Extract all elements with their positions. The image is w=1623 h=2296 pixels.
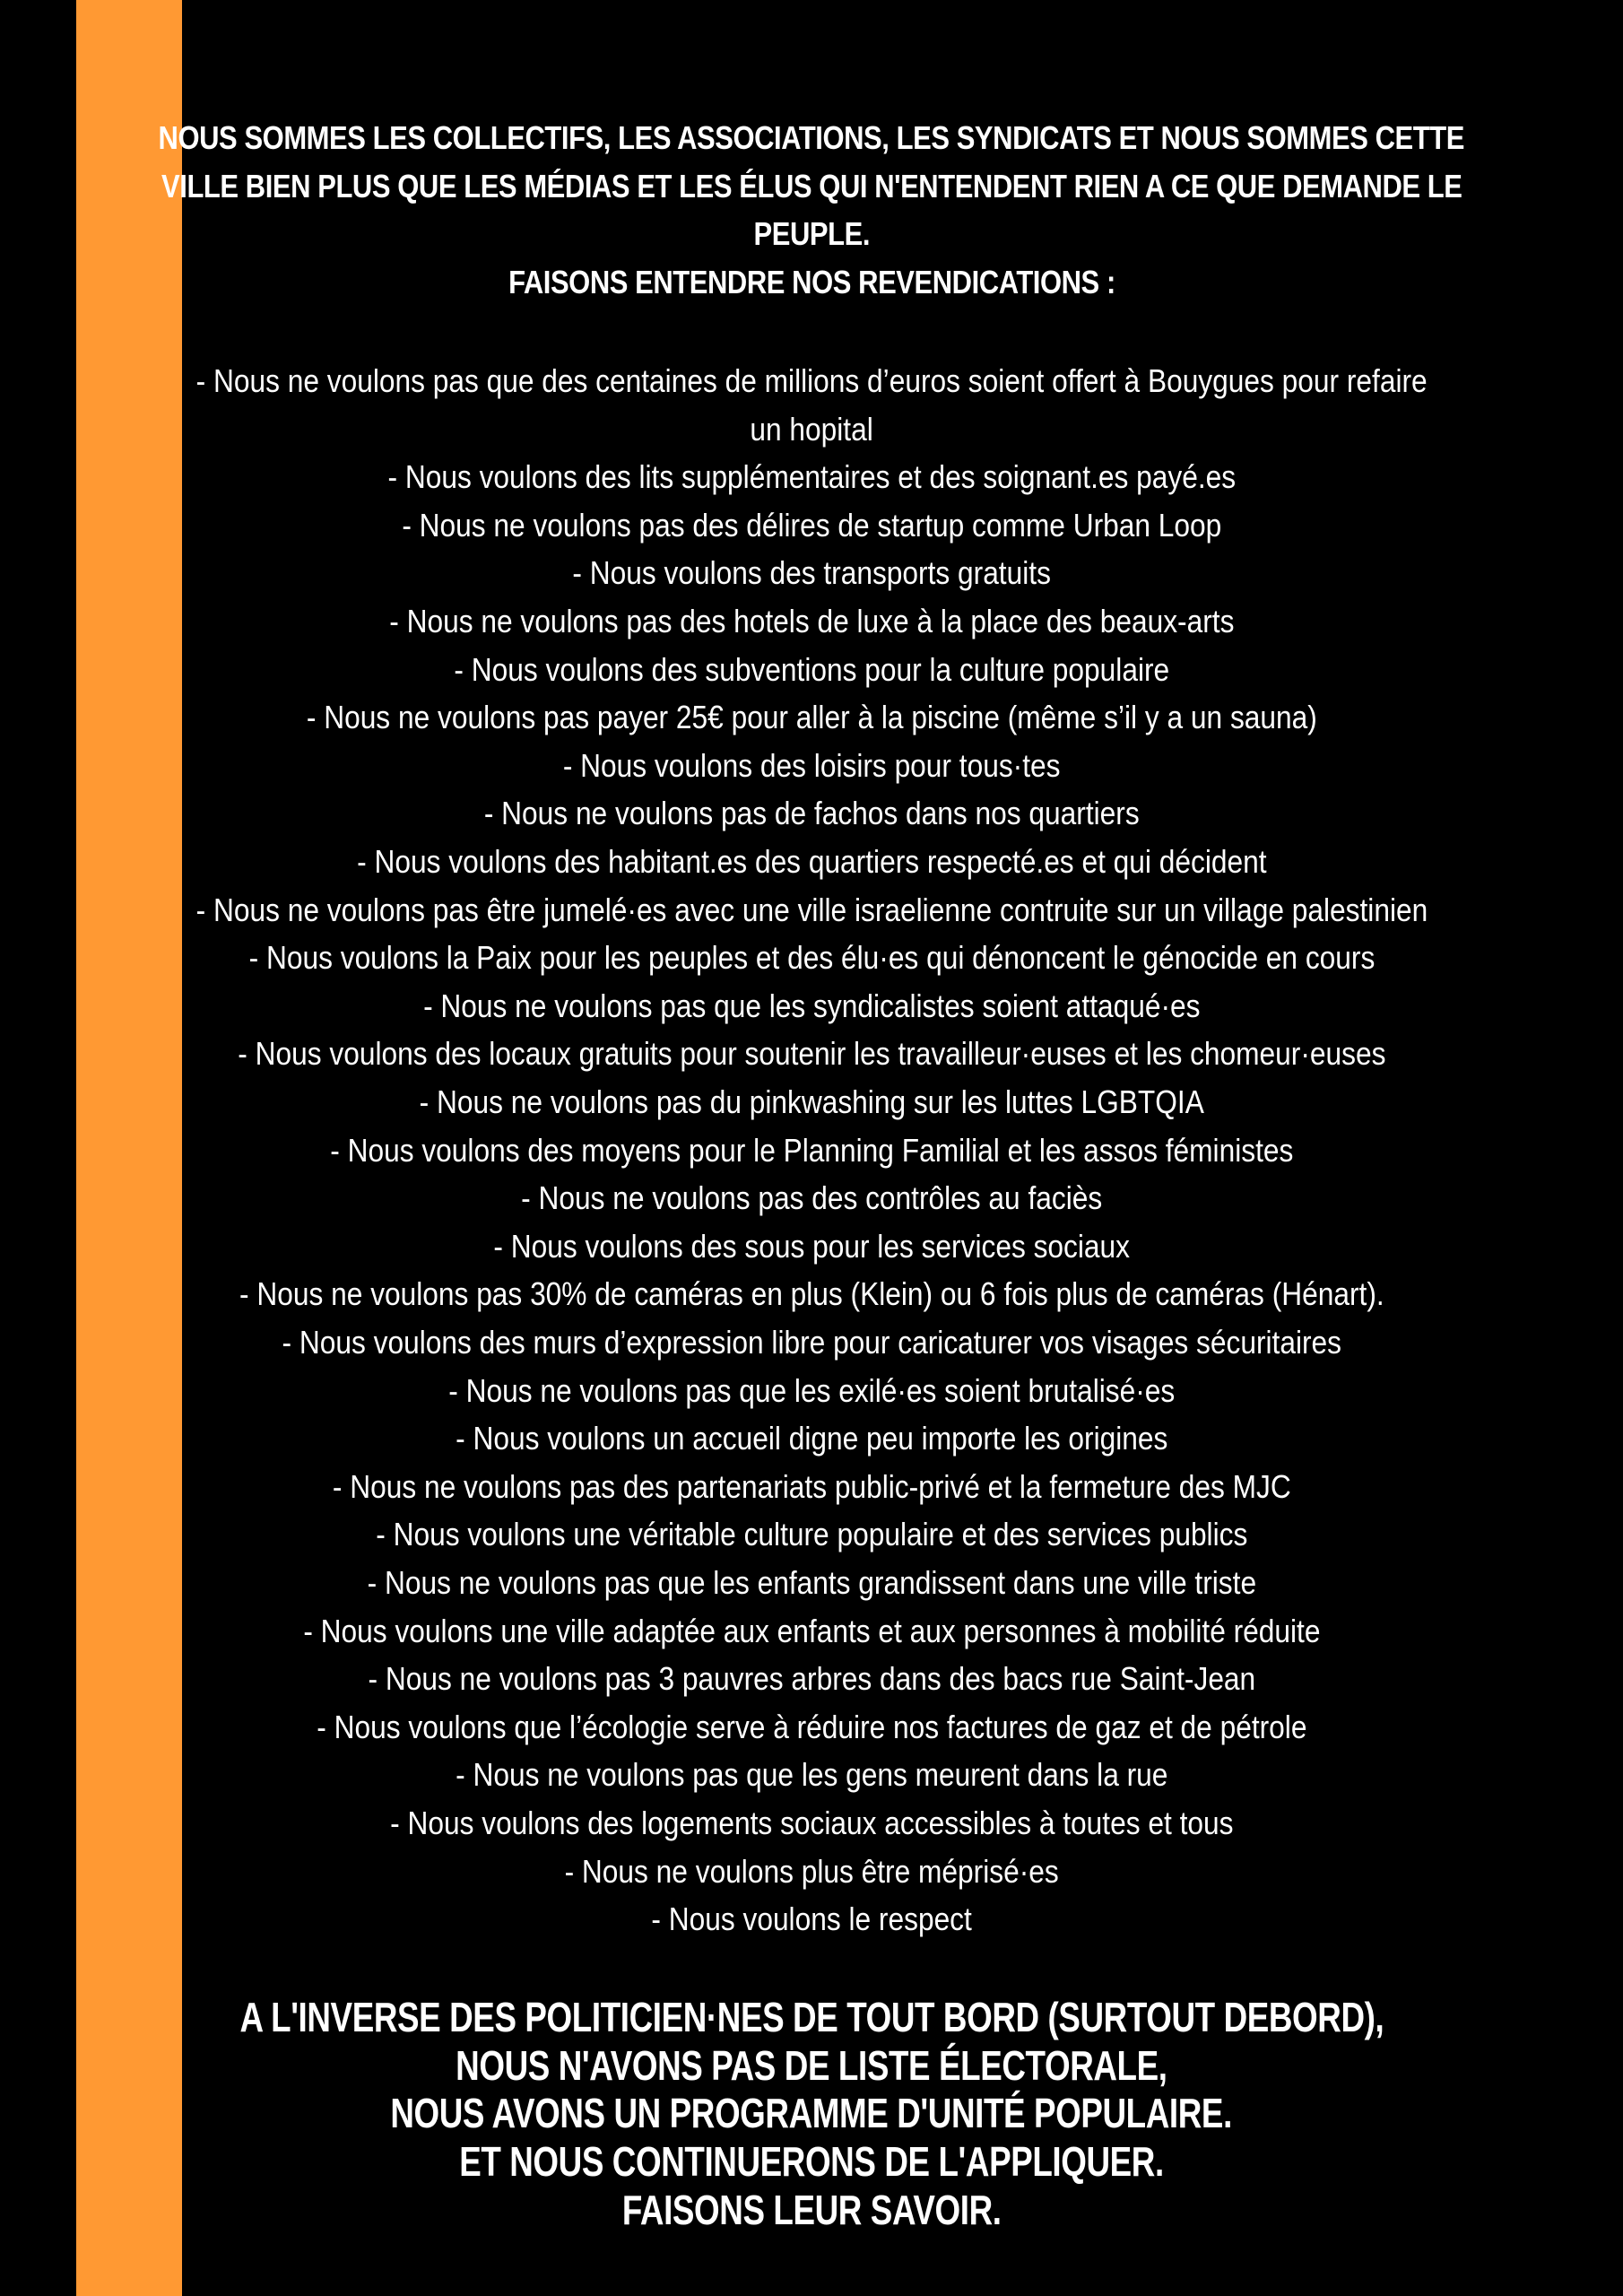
demand-item — [0, 1613, 1623, 1650]
demand-item — [0, 1179, 1623, 1217]
demand-item-text: - Nous ne voulons pas 3 pauvres arbres dans des bacs rue Saint-Jean — [368, 1660, 1255, 1698]
footer-line-text: A L'INVERSE DES POLITICIEN·NES DE TOUT BORD (SURTOUT DEBORD), — [239, 1994, 1384, 2040]
demand-item-text: - Nous voulons un accueil digne peu importe les origines — [455, 1420, 1168, 1457]
demand-item — [0, 1035, 1623, 1073]
demand-item-text: - Nous voulons des habitant.es des quartiers respecté.es et qui décident — [356, 843, 1267, 880]
header-line-text: NOUS SOMMES LES COLLECTIFS, LES ASSOCIATIONS, LES SYNDICATS ET NOUS SOMMES CETTE — [158, 119, 1465, 156]
demand-item — [0, 795, 1623, 832]
demand-item-text: - Nous ne voulons pas que les enfants grandissent dans une ville triste — [367, 1564, 1256, 1601]
demand-item-text: - Nous ne voulons pas payer 25€ pour aller à la piscine (même s’il y a un sauna) — [306, 699, 1317, 736]
header-line-text: PEUPLE. — [753, 215, 870, 252]
demand-item-text: - Nous voulons des loisirs pour tous·tes — [562, 746, 1061, 784]
demand-item — [0, 1516, 1623, 1553]
demand-item-text: - Nous voulons le respect — [651, 1900, 972, 1938]
demand-item — [0, 1709, 1623, 1746]
footer-line — [0, 2089, 1623, 2137]
demand-item — [0, 891, 1623, 929]
demand-item — [0, 458, 1623, 496]
demand-item-text: - Nous voulons des lits supplémentaires et des soignant.es payé.es — [387, 458, 1236, 496]
demand-item-text: - Nous voulons des moyens pour le Planning Familial et les assos féministes — [329, 1131, 1294, 1169]
demand-item — [0, 939, 1623, 977]
demand-item-text: - Nous voulons des logements sociaux accessibles à toutes et tous — [389, 1805, 1234, 1841]
footer-line — [0, 2041, 1623, 2090]
demand-item — [0, 1228, 1623, 1265]
demand-item-text: - Nous voulons des sous pour les services sociaux — [493, 1227, 1130, 1265]
header-line — [0, 215, 1623, 253]
demand-item-text: - Nous ne voulons pas des contrôles au faciès — [520, 1179, 1103, 1217]
demand-item-text: - Nous ne voulons plus être méprisé·es — [564, 1852, 1059, 1890]
demand-item-text: - Nous ne voulons pas que les gens meurent dans la rue — [455, 1756, 1168, 1794]
demand-item-text: - Nous voulons des transports gratuits — [572, 554, 1051, 592]
demand-item — [0, 554, 1623, 592]
header-line — [0, 168, 1623, 205]
demand-item-text: - Nous ne voulons pas que les syndicalistes soient attaqué·es — [422, 987, 1201, 1024]
demand-item — [0, 1468, 1623, 1506]
demand-item-text: - Nous voulons des locaux gratuits pour soutenir les travailleur·euses et les chomeur·euses — [237, 1035, 1386, 1073]
demand-item — [0, 747, 1623, 785]
demand-item-text: un hopital — [750, 410, 873, 448]
demand-item-text: - Nous ne voulons pas 30% de caméras en plus (Klein) ou 6 fois plus de caméras (Hénart). — [239, 1275, 1384, 1313]
demand-item-text: - Nous ne voulons pas des hotels de luxe à la place des beaux-arts — [388, 603, 1235, 639]
demand-item-text: - Nous voulons une véritable culture populaire et des services publics — [375, 1516, 1248, 1553]
demand-item — [0, 1564, 1623, 1602]
header-line-text: VILLE BIEN PLUS QUE LES MÉDIAS ET LES ÉLUS QUI N'ENTENDENT RIEN A CE QUE DEMANDE LE — [161, 167, 1462, 204]
footer-line-text: ET NOUS CONTINUERONS DE L'APPLIQUER. — [459, 2138, 1164, 2186]
demand-item — [0, 699, 1623, 736]
demand-item-text: - Nous voulons une ville adaptée aux enfants et aux personnes à mobilité réduite — [302, 1612, 1321, 1649]
demand-item-text: - Nous ne voulons pas des partenariats public-privé et la fermeture des MJC — [332, 1467, 1291, 1505]
demand-item — [0, 1900, 1623, 1938]
demand-item-text: - Nous ne voulons pas de fachos dans nos quartiers — [483, 795, 1140, 832]
demand-item — [0, 1132, 1623, 1170]
demand-item-text: - Nous voulons des murs d’expression libre pour caricaturer vos visages sécuritaires — [282, 1324, 1341, 1361]
demand-item — [0, 1660, 1623, 1698]
demand-item — [0, 1372, 1623, 1410]
footer-line-text: FAISONS LEUR SAVOIR. — [621, 2186, 1002, 2233]
demand-item — [0, 1756, 1623, 1794]
header-line — [0, 119, 1623, 157]
demand-item — [0, 603, 1623, 640]
footer-line — [0, 1993, 1623, 2041]
footer-line-text: NOUS AVONS UN PROGRAMME D'UNITÉ POPULAIRE. — [390, 2090, 1233, 2137]
demand-item-text: - Nous voulons des subventions pour la culture populaire — [454, 650, 1169, 688]
demand-item — [0, 507, 1623, 544]
header-line — [0, 264, 1623, 301]
demand-item — [0, 843, 1623, 881]
footer-line-text: NOUS N'AVONS PAS DE LISTE ÉLECTORALE, — [456, 2041, 1167, 2089]
demand-item — [0, 1324, 1623, 1361]
demand-item-text: - Nous ne voulons pas du pinkwashing sur les luttes LGBTQIA — [419, 1083, 1204, 1120]
footer-line — [0, 2186, 1623, 2234]
demand-item — [0, 1083, 1623, 1121]
demand-item — [0, 1275, 1623, 1313]
demand-item — [0, 651, 1623, 689]
footer-line — [0, 2137, 1623, 2186]
demand-item-text: - Nous voulons la Paix pour les peuples et des élu·es qui dénoncent le génocide en cours — [248, 939, 1375, 977]
demand-item-text: - Nous ne voulons pas que des centaines de millions d’euros soient offert à Bouygues pour refaire — [195, 362, 1428, 399]
demand-item — [0, 1420, 1623, 1457]
header-line-text: FAISONS ENTENDRE NOS REVENDICATIONS : — [508, 263, 1115, 300]
demand-item — [0, 987, 1623, 1025]
demand-item-text: - Nous voulons que l’écologie serve à réduire nos factures de gaz et de pétrole — [316, 1708, 1307, 1745]
demand-item — [0, 1853, 1623, 1891]
demand-item-text: - Nous ne voulons pas des délires de startup comme Urban Loop — [402, 506, 1221, 544]
demand-item-text: - Nous ne voulons pas être jumelé·es avec une ville israelienne contruite sur un village palestinien — [195, 891, 1428, 928]
demand-item — [0, 1805, 1623, 1842]
demand-item-text: - Nous ne voulons pas que les exilé·es soient brutalisé·es — [447, 1371, 1176, 1409]
demand-item — [0, 411, 1623, 448]
demand-item — [0, 362, 1623, 400]
